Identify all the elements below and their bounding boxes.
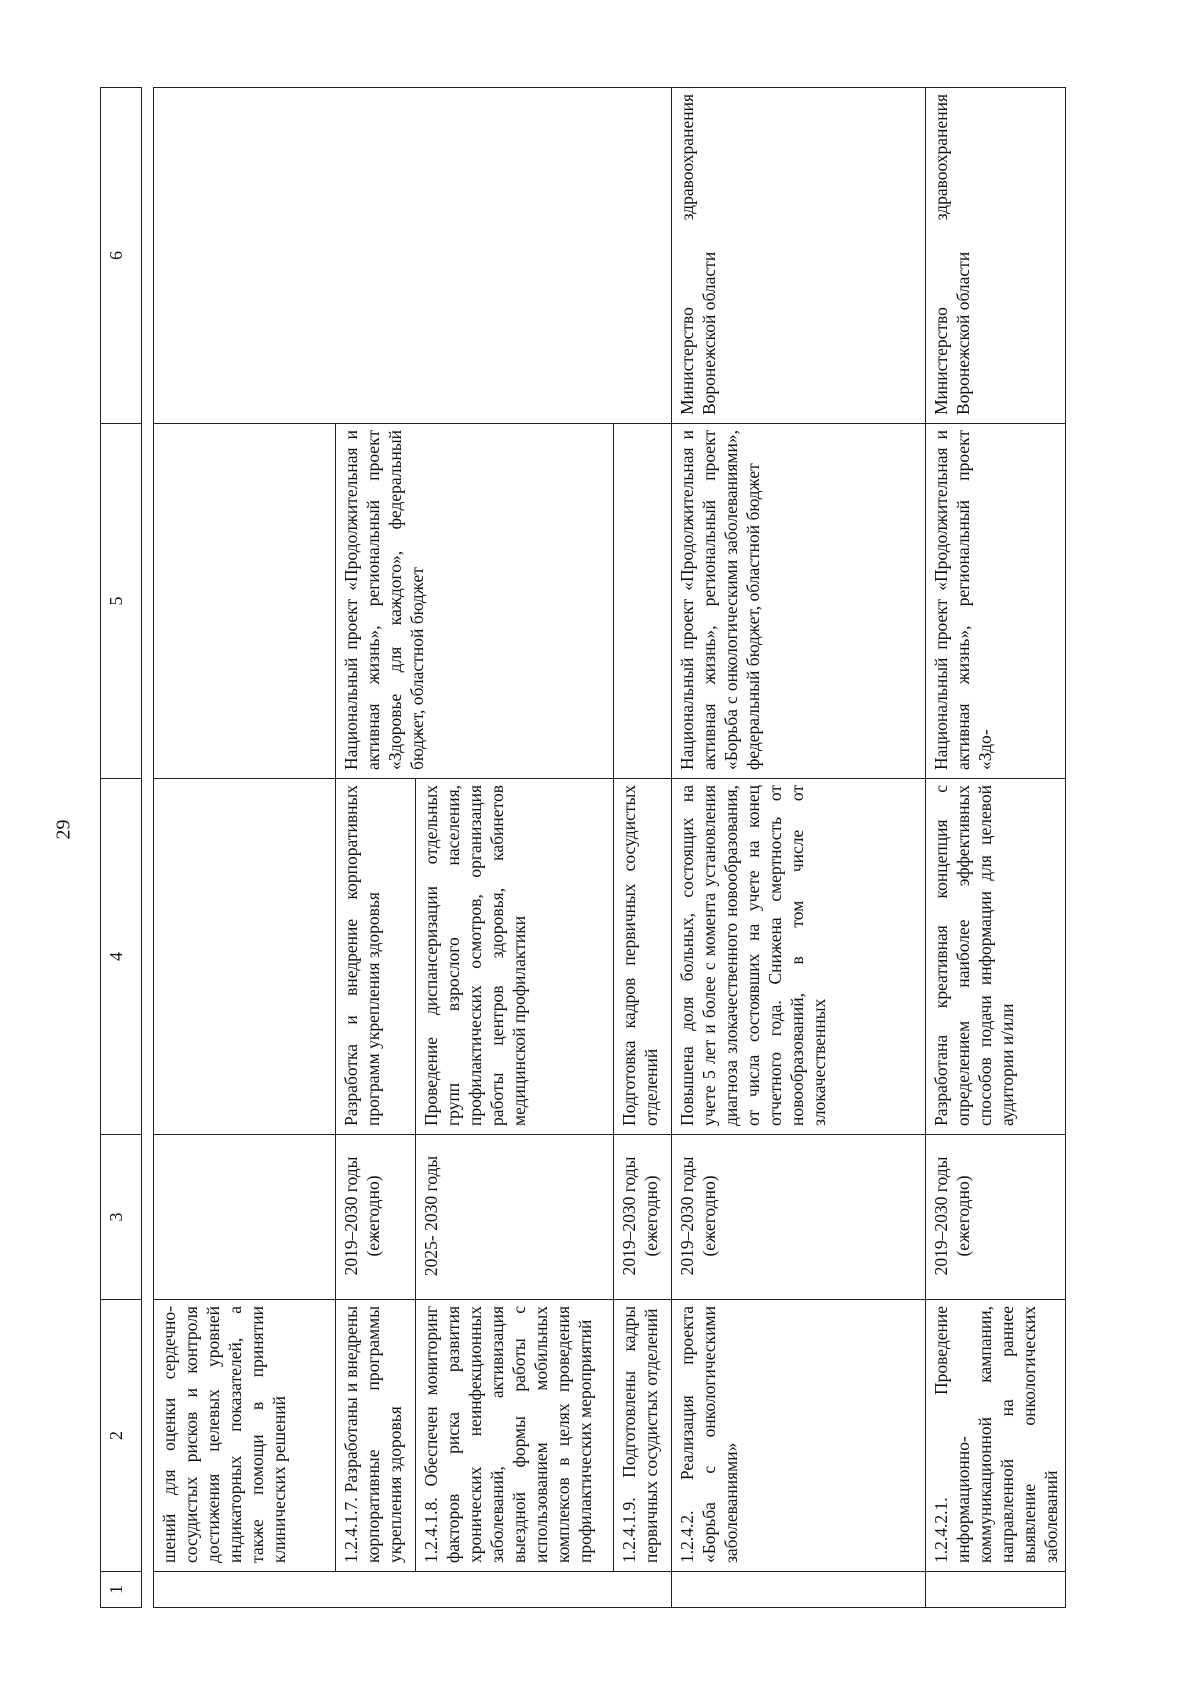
- executor-cell: [154, 88, 672, 424]
- funding-cell: Национальный проект «Продолжительная и активная жизнь», региональный проект «Борьба с онкологическими заболеваниями», федеральный бюджет, областной бюджет: [672, 424, 926, 779]
- period-cell: [154, 1135, 336, 1300]
- header-col-3: 3: [101, 1135, 142, 1300]
- measure-cell: 1.2.4.1.9. Подготовлены кадры первичных сосудистых отделений: [614, 1300, 672, 1572]
- period-cell: 2019–2030 годы (ежегодно): [614, 1135, 672, 1300]
- col1-cell: [926, 1572, 1066, 1608]
- header-col-2: 2: [101, 1300, 142, 1572]
- header-col-5: 5: [101, 424, 142, 779]
- rotated-page-area: [100, 88, 1200, 1594]
- result-cell: Разработана креативная концепция с определением наиболее эффективных способов подачи информации для целевой аудитории и/или: [926, 779, 1066, 1135]
- measure-cell: 1.2.4.1.8. Обеспечен мониторинг факторов риска развития хронических неинфекционных заболеваний, активизация выездной формы работы с использованием мобильных комплексов в целях проведения профилактических мероприятий: [416, 1300, 614, 1572]
- period-cell: 2025- 2030 годы: [416, 1135, 614, 1300]
- measure-cell: шений для оценки сердечно-сосудистых рисков и контроля достижения целевых уровней индикаторных показателей, а также помощи в принятии клинических решений: [154, 1300, 336, 1572]
- result-cell: [154, 779, 336, 1135]
- measure-cell: 1.2.4.2. Реализация проекта «Борьба с онкологическими заболеваниями»: [672, 1300, 926, 1572]
- table-row: [926, 88, 1066, 1608]
- executor-cell: Министерство здравоохранения Воронежской области: [672, 88, 926, 424]
- table-row: [672, 88, 926, 1608]
- table-row: [154, 88, 336, 1608]
- rotated-table-container: [100, 88, 1061, 1608]
- result-cell: Проведение диспансеризации отдельных групп взрослого населения, профилактических осмотров, организация работы центров здоровья, кабинетов медицинской профилактики: [416, 779, 614, 1135]
- header-spacer: [142, 88, 154, 1608]
- measure-cell: 1.2.4.2.1. Проведение информационно-коммуникационной кампании, направленной на раннее выявление онкологических заболеваний: [926, 1300, 1066, 1572]
- period-cell: 2019–2030 годы (ежегодно): [336, 1135, 416, 1300]
- header-col-1: 1: [101, 1572, 142, 1608]
- result-cell: Повышена доля больных, состоящих на учете 5 лет и более с момента установления диагноза злокачественного новообразования, от числа состоявших на учете на конец отчетного года. Снижена смертность от новообразований, в том числе от злокачественных: [672, 779, 926, 1135]
- funding-cell: [614, 424, 672, 779]
- period-cell: 2019–2030 годы (ежегодно): [926, 1135, 1066, 1300]
- header-col-6: 6: [101, 88, 142, 424]
- measure-cell: 1.2.4.1.7. Разработаны и внедрены корпоративные программы укрепления здоровья: [336, 1300, 416, 1572]
- funding-cell: Национальный проект «Продолжительная и активная жизнь», региональный проект «Здоровье для каждого», федеральный бюджет, областной бюджет: [336, 424, 614, 779]
- table-header-row: [101, 88, 142, 1608]
- funding-cell: Национальный проект «Продолжительная и активная жизнь», региональный проект «Здо-: [926, 424, 1066, 779]
- header-col-4: 4: [101, 779, 142, 1135]
- period-cell: 2019–2030 годы (ежегодно): [672, 1135, 926, 1300]
- col1-cell: [154, 1572, 672, 1608]
- plan-table: [100, 87, 1066, 1608]
- result-cell: Разработка и внедрение корпоративных программ укрепления здоровья: [336, 779, 416, 1135]
- col1-cell: [672, 1572, 926, 1608]
- funding-cell: [154, 424, 336, 779]
- executor-cell: Министерство здравоохранения Воронежской области: [926, 88, 1066, 424]
- page-number: 29: [52, 819, 75, 840]
- result-cell: Подготовка кадров первичных сосудистых отделений: [614, 779, 672, 1135]
